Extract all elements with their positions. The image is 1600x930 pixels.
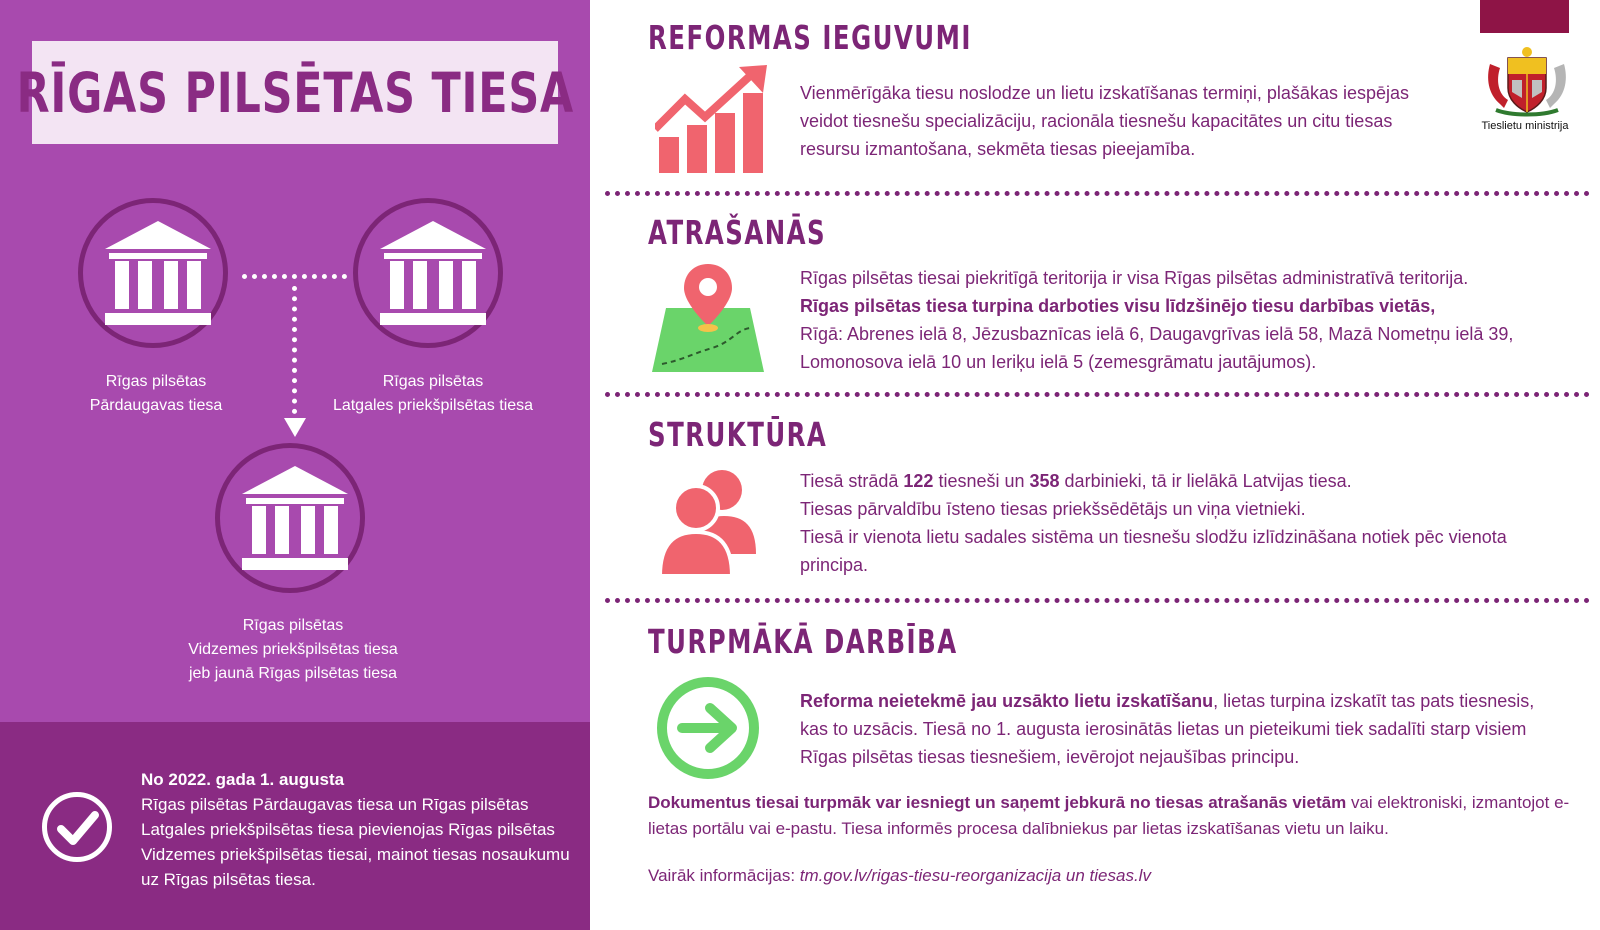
heading-future: TURPMĀKĀ DARBĪBA — [648, 622, 958, 661]
court-label-line: Vidzemes priekšpilsētas tiesa — [188, 641, 398, 658]
benefits-text: Vienmērīgāka tiesu noslodze un lietu izskatīšanas termiņi, plašākas iespējas veidot tiesnešu specializāciju, racionāla tiesnešu kapacitātes un citu tiesas resursu izmantošana, sekmēta tiesas pieejamība. — [800, 83, 1409, 159]
future-bold: Reforma neietekmē jau uzsākto lietu izskatīšanu — [800, 691, 1214, 711]
arrow-right-circle-icon — [656, 676, 760, 780]
structure-text-part: darbinieki, tā ir lielākā Latvijas tiesa. — [1059, 471, 1352, 491]
court-label-line: Pārdaugavas tiesa — [89, 397, 223, 414]
documents-bold: Dokumentus tiesai turpmāk var iesniegt un saņemt jebkurā no tiesas atrašanās vietām — [648, 793, 1347, 812]
court-label-vidzeme — [158, 614, 428, 686]
court-label-latgale — [318, 370, 548, 418]
future-rest: , lietas turpina izskatīt tas pats tiesnesis, kas to uzsācis. Tiesā no 1. augusta ierosinātās lietas un pieteikumi tiek sadalīti starp visiem Rīgas pilsētas tiesas tiesnešiem, ievērojot nejaušības principu. — [800, 691, 1535, 767]
growth-chart-icon — [655, 65, 767, 173]
court-label-pardaugava — [58, 370, 254, 418]
title-box — [16, 41, 574, 144]
connector-horizontal — [242, 274, 347, 279]
location-addresses: Rīgā: Abrenes ielā 8, Jēzusbaznīcas ielā 6, Daugavgrīvas ielā 58, Mazā Nometņu ielā 39, Lomonosova ielā 10 un Ieriķu ielā 5 (zemesgrāmatu jautājumos). — [800, 324, 1514, 372]
employees-count: 358 — [1029, 471, 1060, 491]
court-building-icon — [78, 198, 228, 348]
future-text — [800, 687, 1540, 771]
location-text — [800, 264, 1590, 376]
court-label-line: Rīgas pilsētas — [242, 617, 344, 634]
notice-text — [141, 767, 571, 892]
checkmark-icon — [42, 792, 112, 862]
court-label-line: Rīgas pilsētas — [105, 373, 207, 390]
connector-vertical — [292, 286, 297, 414]
heading-location: ATRAŠANĀS — [648, 213, 827, 252]
section-divider — [605, 392, 1590, 397]
structure-text — [800, 467, 1570, 579]
structure-line: Tiesas pārvaldību īsteno tiesas priekšsēdētājs un viņa vietnieki. — [800, 499, 1306, 519]
page-title: RĪGAS PILSĒTAS TIESA — [16, 60, 574, 125]
section-divider — [605, 191, 1590, 196]
structure-text-part: tiesneši un — [933, 471, 1030, 491]
heading-structure: STRUKTŪRA — [648, 415, 828, 454]
court-building-icon — [215, 443, 365, 593]
documents-rest: vai elektroniski, izmantojot e-lietas portālu vai e-pastu. Tiesa informēs procesa dalībniekus par lietas izskatīšanas vietu un laiku. — [648, 793, 1570, 838]
notice-body: Rīgas pilsētas Pārdaugavas tiesa un Rīgas pilsētas Latgales priekšpilsētas tiesa pievienojas Rīgas pilsētas Vidzemes priekšpilsētas tiesai, mainot tiesas nosaukumu uz Rīgas pilsētas tiesa. — [141, 795, 570, 889]
coat-of-arms-icon — [1482, 44, 1572, 118]
heading-benefits: REFORMAS IEGUVUMI — [648, 18, 972, 57]
more-info-label: Vairāk informācijas: — [648, 866, 800, 885]
notice-date: No 2022. gada 1. augusta — [141, 770, 345, 789]
court-building-icon — [353, 198, 503, 348]
location-line: Rīgas pilsētas tiesai piekritīgā teritorija ir visa Rīgas pilsētas administratīvā teritorija. — [800, 268, 1469, 288]
more-info-links[interactable]: tm.gov.lv/rigas-tiesu-reorganizacija un tiesas.lv — [799, 866, 1151, 885]
more-info — [648, 866, 1151, 886]
ministry-color-bar — [1480, 0, 1569, 33]
structure-line: Tiesā ir vienota lietu sadales sistēma un tiesnešu slodžu izlīdzināšana notiek pēc vienota principa. — [800, 527, 1507, 575]
court-label-line: jeb jaunā Rīgas pilsētas tiesa — [188, 665, 398, 682]
people-icon — [660, 468, 760, 576]
structure-line — [800, 467, 1570, 495]
structure-text-part: Tiesā strādā — [800, 471, 904, 491]
documents-text — [648, 790, 1588, 842]
section-divider — [605, 598, 1590, 603]
map-pin-icon — [652, 264, 764, 372]
ministry-label: Tieslietu ministrija — [1481, 120, 1569, 132]
court-label-line: Rīgas pilsētas — [382, 373, 484, 390]
judges-count: 122 — [903, 471, 934, 491]
arrow-down-icon — [284, 418, 306, 437]
court-label-line: Latgales priekšpilsētas tiesa — [332, 397, 534, 414]
location-bold: Rīgas pilsētas tiesa turpina darboties visu līdzšinējo tiesu darbības vietās, — [800, 296, 1436, 316]
